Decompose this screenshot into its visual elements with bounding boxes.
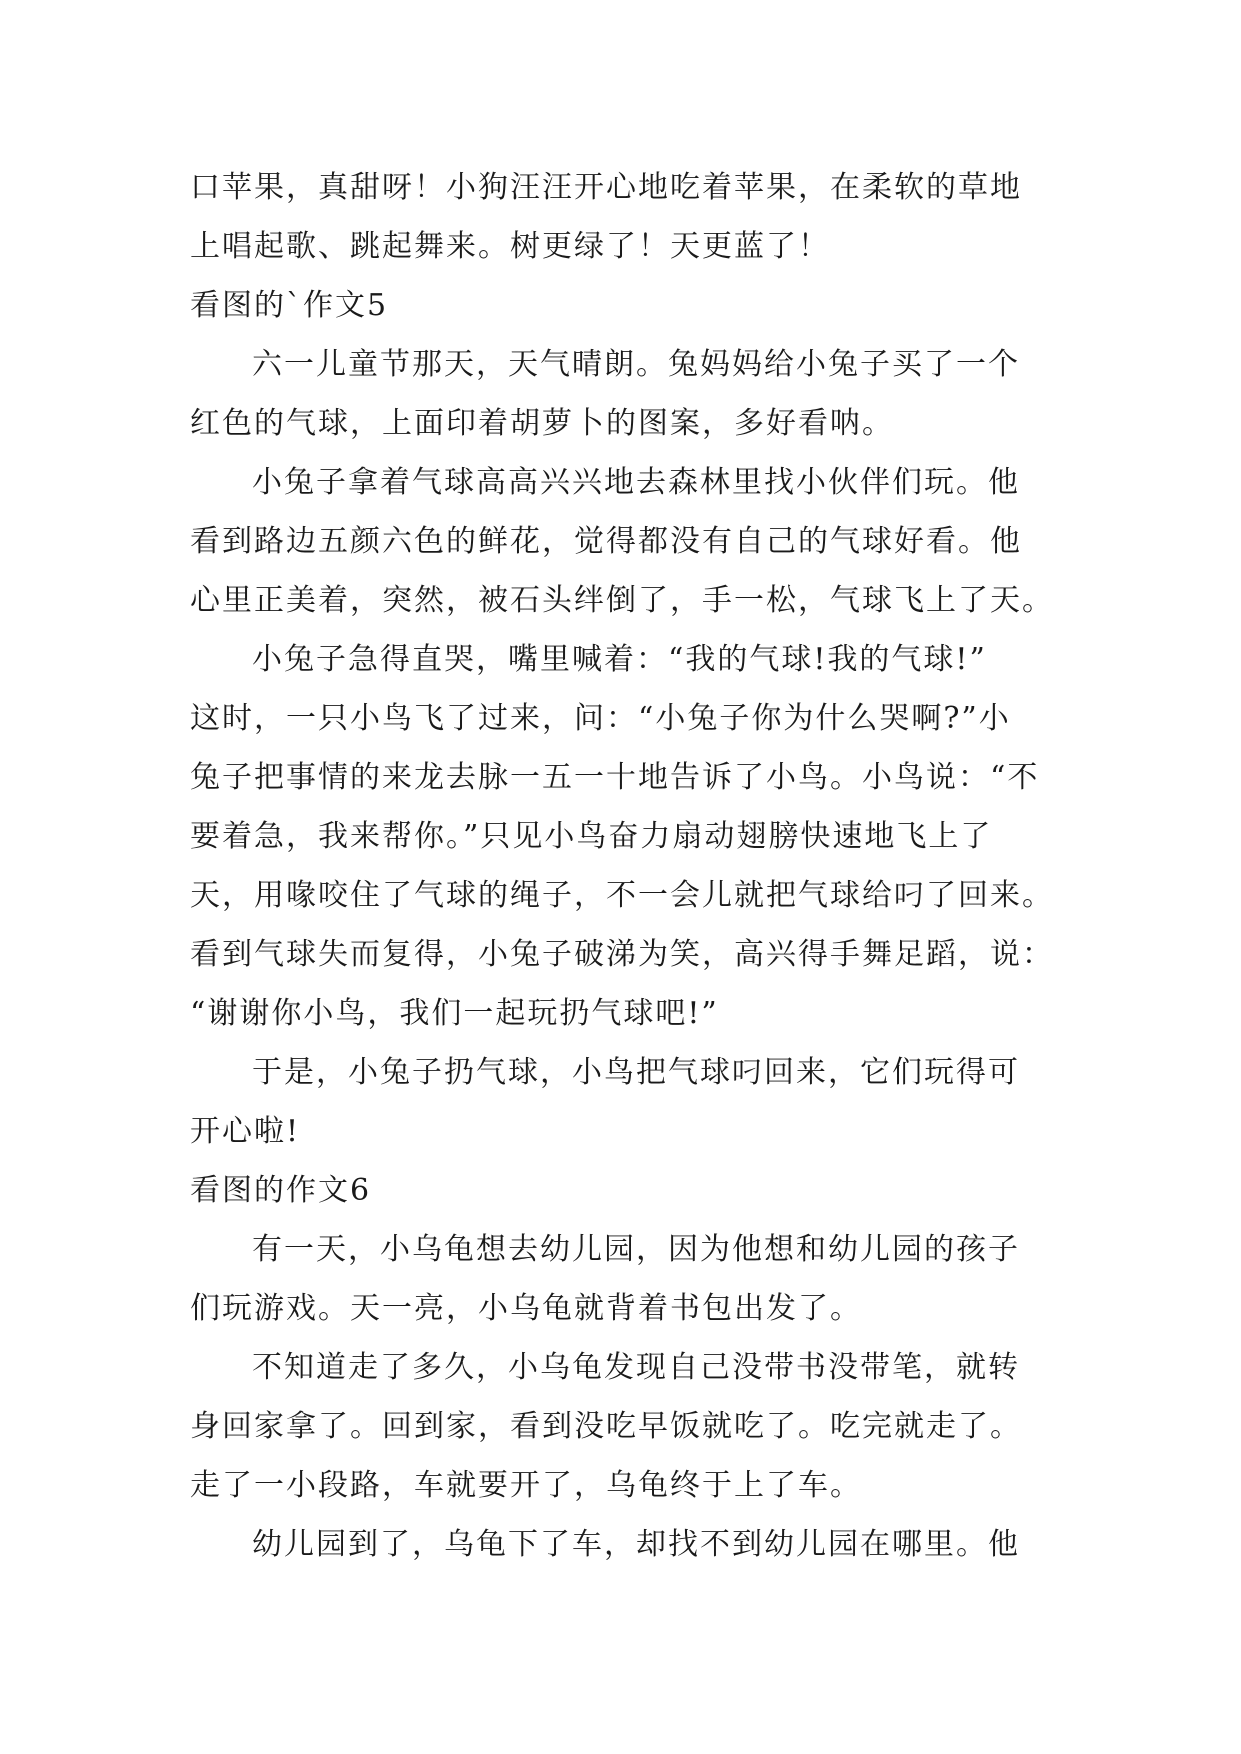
text-line-11: 兔子把事情的来龙去脉一五一十地告诉了小鸟。小鸟说：“不 bbox=[190, 760, 1040, 795]
text-line-10: 这时，一只小鸟飞了过来，问：“小兔子你为什么哭啊?”小 bbox=[190, 701, 1011, 736]
text-line-6: 小兔子拿着气球高高兴兴地去森林里找小伙伴们玩。他 bbox=[252, 465, 1020, 500]
section-heading-6: 看图的作文6 bbox=[190, 1173, 372, 1208]
text-line-8: 心里正美着，突然，被石头绊倒了，手一松，气球飞上了天。 bbox=[190, 583, 1054, 618]
text-line-2: 上唱起歌、跳起舞来。树更绿了！天更蓝了！ bbox=[190, 229, 830, 264]
text-line-14: 看到气球失而复得，小兔子破涕为笑，高兴得手舞足蹈，说： bbox=[190, 937, 1054, 972]
text-line-5: 红色的气球，上面印着胡萝卜的图案，多好看呐。 bbox=[190, 406, 894, 441]
text-line-20: 们玩游戏。天一亮，小乌龟就背着书包出发了。 bbox=[190, 1291, 862, 1326]
text-line-21: 不知道走了多久，小乌龟发现自己没带书没带笔，就转 bbox=[252, 1350, 1020, 1385]
text-line-12: 要着急，我来帮你。”只见小鸟奋力扇动翅膀快速地飞上了 bbox=[190, 819, 993, 854]
text-line-16: 于是，小兔子扔气球，小鸟把气球叼回来，它们玩得可 bbox=[252, 1055, 1020, 1090]
text-line-4: 六一儿童节那天，天气晴朗。兔妈妈给小兔子买了一个 bbox=[252, 347, 1020, 382]
text-line-23: 走了一小段路，车就要开了，乌龟终于上了车。 bbox=[190, 1468, 862, 1503]
text-line-7: 看到路边五颜六色的鲜花，觉得都没有自己的气球好看。他 bbox=[190, 524, 1022, 559]
section-heading-5: 看图的`作文5 bbox=[190, 288, 389, 323]
text-line-24: 幼儿园到了，乌龟下了车，却找不到幼儿园在哪里。他 bbox=[252, 1527, 1020, 1562]
text-line-9: 小兔子急得直哭，嘴里喊着：“我的气球!我的气球!” bbox=[252, 642, 987, 677]
text-line-1: 口苹果，真甜呀！小狗汪汪开心地吃着苹果，在柔软的草地 bbox=[190, 170, 1022, 205]
text-line-13: 天，用喙咬住了气球的绳子，不一会儿就把气球给叼了回来。 bbox=[190, 878, 1054, 913]
document-body bbox=[190, 158, 1070, 1574]
text-line-22: 身回家拿了。回到家，看到没吃早饭就吃了。吃完就走了。 bbox=[190, 1409, 1022, 1444]
text-line-17: 开心啦! bbox=[190, 1114, 301, 1149]
text-line-19: 有一天，小乌龟想去幼儿园，因为他想和幼儿园的孩子 bbox=[252, 1232, 1020, 1267]
text-line-15: “谢谢你小鸟，我们一起玩扔气球吧!” bbox=[190, 996, 719, 1031]
